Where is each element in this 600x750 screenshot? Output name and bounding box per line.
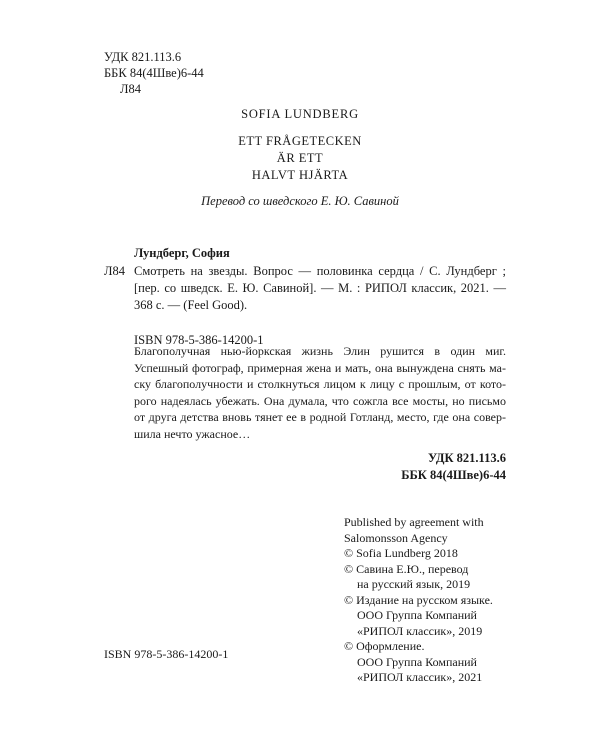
title-line: ETT FRÅGETECKEN <box>238 134 362 148</box>
annotation-line: Успешный фотограф, примерная жена и мать, она вынуждена снять ма- <box>134 360 506 375</box>
annotation-line: Благополучная нью-йоркская жизнь Элин рушится в один миг. <box>134 344 506 358</box>
bbk-code-right: ББК 84(4Шве)6-44 <box>401 468 506 482</box>
rights-line: Salomonsson Agency <box>344 530 448 545</box>
rights-block <box>344 515 544 686</box>
annotation-line: шила нечто ужасное… <box>134 426 251 441</box>
rights-line: © Оформление. <box>344 639 425 653</box>
rights-line: на русский язык, 2019 <box>357 577 471 591</box>
udc-code: УДК 821.113.6 <box>104 50 182 64</box>
classification-block <box>104 49 204 97</box>
isbn-footer: ISBN 978-5-386-14200-1 <box>104 647 229 661</box>
annotation-line: от друга детства вновь тянет ее в родной Готланд, место, где она совер- <box>134 410 506 424</box>
rights-line: «РИПОЛ классик», 2021 <box>357 670 483 684</box>
record-description: Смотреть на звезды. Вопрос — половинка сердца / С. Лундберг ; [пер. со шведск. Е. Ю. Савиной]. — М. : РИПОЛ классик, 2021. — 368 с. — (Feel Good). <box>134 264 506 312</box>
rights-line: © Sofia Lundberg 2018 <box>344 546 458 560</box>
translation-note: Перевод со шведского Е. Ю. Савиной <box>201 194 399 208</box>
annotation <box>134 343 506 442</box>
author-mark: Л84 <box>120 82 141 96</box>
rights-line: © Издание на русском языке. <box>344 592 493 607</box>
rights-line: Published by agreement with <box>344 515 484 529</box>
rights-line: ООО Группа Компаний <box>357 654 477 669</box>
rights-line: «РИПОЛ классик», 2019 <box>357 623 483 638</box>
record-heading: Лундберг, София <box>134 246 230 260</box>
rights-line: ООО Группа Компаний <box>357 608 477 622</box>
title-line: ÄR ETT <box>276 151 324 165</box>
udc-code-right: УДК 821.113.6 <box>427 451 506 465</box>
classification-right <box>401 450 506 484</box>
title-line: HALVT HJÄRTA <box>251 168 349 182</box>
annotation-line: ску благополучности и столкнуться лицом к лицу с прошлым, от кото- <box>134 377 506 391</box>
bibliographic-record <box>104 244 506 349</box>
record-isbn: ISBN 978-5-386-14200-1 <box>134 333 264 347</box>
original-title <box>0 133 600 184</box>
record-code: Л84 <box>104 264 125 278</box>
annotation-line: рого надеялась убежать. Она думала, что сожгла все мосты, но письмо <box>134 393 506 408</box>
author-name-latin: SOFIA LUNDBERG <box>241 107 359 121</box>
bbk-code: ББК 84(4Шве)6-44 <box>104 66 204 80</box>
rights-line: © Савина Е.Ю., перевод <box>344 561 469 576</box>
